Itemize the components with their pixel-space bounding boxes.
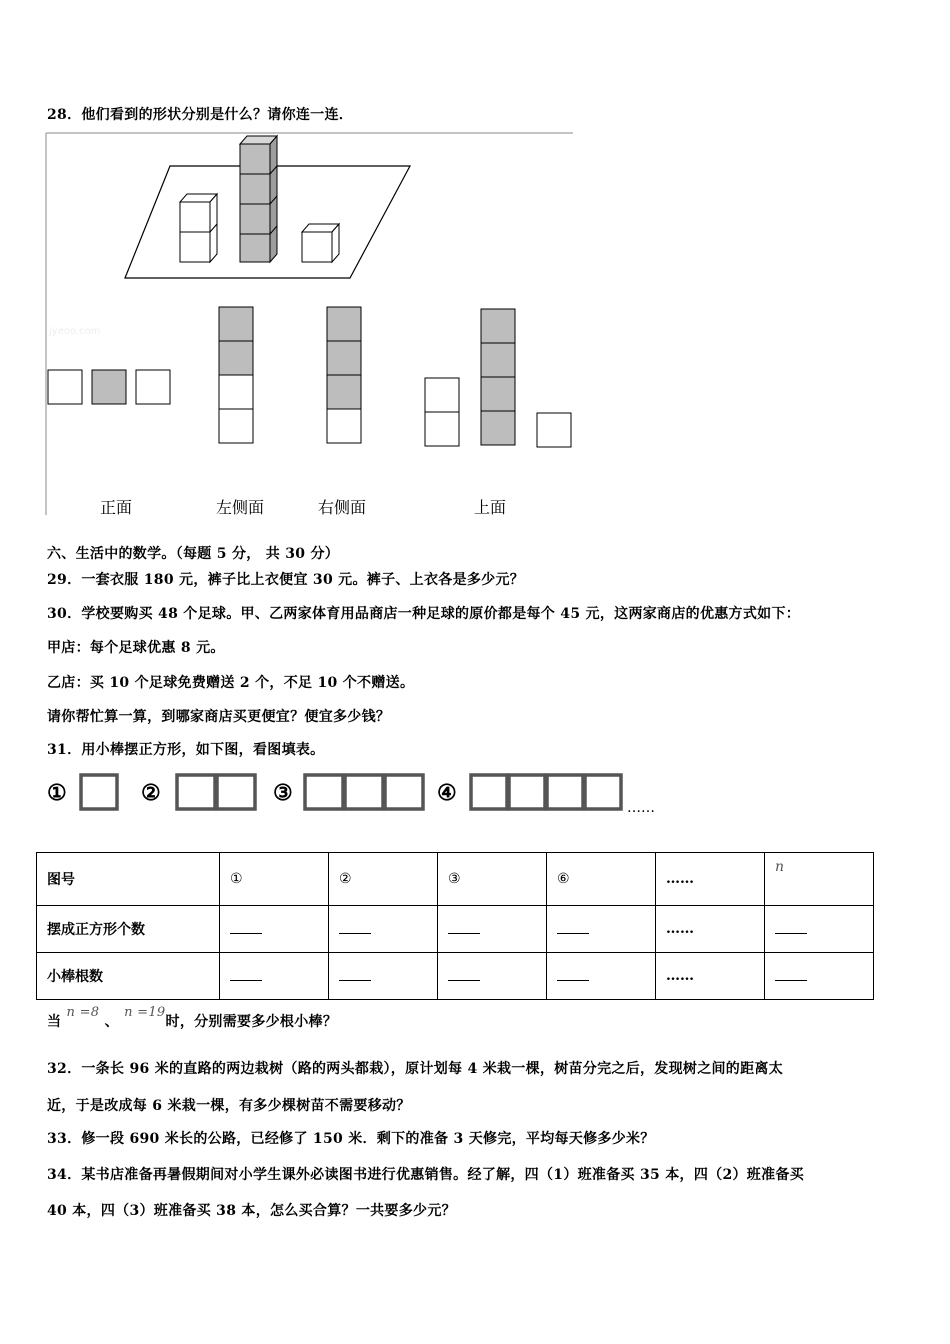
cell: ⑥ — [547, 853, 656, 906]
q32-line2: 近，于是改成每 6 米栽一棵，有多少棵树苗不需要移动？ — [47, 1098, 411, 1114]
caption-left-side: 左侧面 — [216, 498, 265, 517]
stick-square — [585, 775, 621, 809]
stick-square — [217, 775, 255, 809]
stick-square — [471, 775, 507, 809]
caption-right-side: 右侧面 — [318, 498, 367, 517]
stick-square — [509, 775, 545, 809]
cell: …… — [656, 853, 765, 906]
table-row — [37, 853, 874, 906]
view-option-4 — [425, 309, 571, 447]
answer-blank[interactable] — [220, 953, 329, 1000]
view-option-3 — [327, 307, 361, 443]
q31-followup — [47, 1005, 338, 1031]
caption-front: 正面 — [100, 498, 133, 517]
stick-square — [305, 775, 343, 809]
stick-square — [177, 775, 215, 809]
cell: …… — [656, 953, 765, 1000]
figure-label-1: ① — [47, 780, 67, 806]
figure-label-4: ④ — [437, 780, 457, 806]
q30-line3: 乙店：买 10 个足球免费赠送 2 个，不足 10 个不赠送。 — [47, 675, 415, 691]
answer-blank[interactable] — [438, 906, 547, 953]
cell: ① — [220, 853, 329, 906]
left-stack — [180, 194, 217, 262]
answer-blank[interactable] — [329, 953, 438, 1000]
q30-line4: 请你帮忙算一算，到哪家商店买更便宜？便宜多少钱？ — [47, 709, 391, 725]
q32-line1: 32．一条长 96 米的直路的两边栽树（路的两头都栽），原计划每 4 米栽一棵，树苗分完之后，发现树之间的距离太 — [47, 1061, 783, 1077]
middle-stack — [240, 136, 277, 262]
q30-line2: 甲店：每个足球优惠 8 元。 — [47, 640, 225, 656]
cell: ② — [329, 853, 438, 906]
followup-sep: 、 — [104, 1014, 119, 1030]
cell: …… — [656, 906, 765, 953]
stick-square — [547, 775, 583, 809]
row-header-stick-count: 小棒根数 — [37, 953, 220, 1000]
answer-blank[interactable] — [547, 953, 656, 1000]
table-row — [37, 906, 874, 953]
q34-line1: 34．某书店准备再暑假期间对小学生课外必读图书进行优惠销售。经了解，四（1）班准备买 35 本，四（2）班准备买 — [47, 1167, 804, 1183]
q33-text: 33．修一段 690 米长的公路，已经修了 150 米．剩下的准备 3 天修完，平均每天修多少米？ — [47, 1131, 655, 1147]
answer-blank[interactable] — [765, 906, 874, 953]
caption-top: 上面 — [474, 498, 507, 517]
section-heading: 六、生活中的数学。（每题 5 分， 共 30 分） — [47, 546, 340, 562]
answer-blank[interactable] — [329, 906, 438, 953]
row-header-square-count: 摆成正方形个数 — [37, 906, 220, 953]
stick-square — [385, 775, 423, 809]
q31-figure — [45, 768, 685, 824]
cell: n — [765, 853, 874, 906]
q28-figure — [45, 132, 575, 517]
q31-title: 31．用小棒摆正方形，如下图，看图填表。 — [47, 742, 325, 758]
q30-line1: 30．学校要购买 48 个足球。甲、乙两家体育用品商店一种足球的原价都是每个 45 元，这两家商店的优惠方式如下： — [47, 606, 801, 622]
answer-blank[interactable] — [765, 953, 874, 1000]
cell: ③ — [438, 853, 547, 906]
q31-table — [36, 852, 874, 1000]
right-cube — [302, 224, 339, 262]
n-value-2: n =19 — [124, 1005, 166, 1020]
q29-text: 29．一套衣服 180 元，裤子比上衣便宜 30 元。裤子、上衣各是多少元？ — [47, 572, 525, 588]
q28-title: 28．他们看到的形状分别是什么？请你连一连． — [47, 107, 354, 123]
n-value-1: n =8 — [66, 1005, 100, 1020]
stick-square — [81, 775, 117, 809]
answer-blank[interactable] — [438, 953, 547, 1000]
q34-line2: 40 本，四（3）班准备买 38 本，怎么买合算？一共要多少元？ — [47, 1203, 456, 1219]
view-option-2 — [219, 307, 253, 443]
figure-label-2: ② — [141, 780, 161, 806]
stick-square — [345, 775, 383, 809]
figure-label-3: ③ — [273, 780, 293, 806]
table-row — [37, 953, 874, 1000]
followup-suffix: 时，分别需要多少根小棒？ — [165, 1014, 338, 1030]
svg-text:jyeoo.com: jyeoo.com — [49, 326, 101, 337]
figure-ellipsis: …… — [627, 800, 655, 816]
row-header-figure-number: 图号 — [37, 853, 220, 906]
followup-prefix: 当 — [47, 1014, 62, 1030]
view-option-1 — [48, 370, 170, 404]
answer-blank[interactable] — [547, 906, 656, 953]
answer-blank[interactable] — [220, 906, 329, 953]
